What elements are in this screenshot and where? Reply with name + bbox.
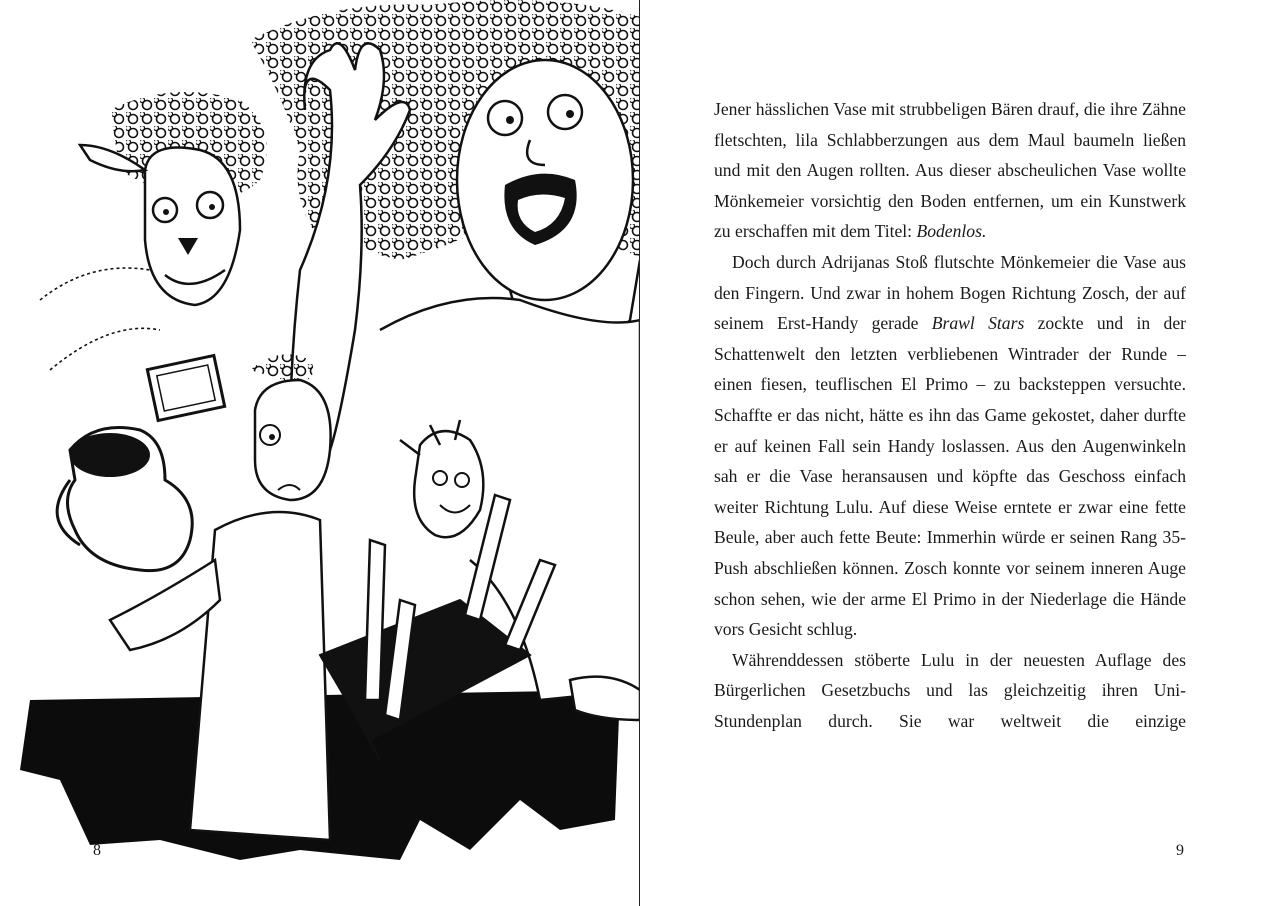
body-text	[714, 94, 1186, 736]
paragraph-segment-italic: Bodenlos.	[916, 221, 987, 242]
sheep-creature	[40, 92, 267, 370]
page-number-left: 8	[93, 842, 101, 859]
picture-frame	[147, 355, 224, 420]
paragraph-segment: zockte und in der Schattenwelt den letzten verbliebenen Wintrader der Runde – einen fiesen, teuflischen El Primo – zu backsteppen versuchte. Schaffte er das nicht, hätte es ihn das Game gekostet, daher durfte er auf keinen Fall sein Handy loslassen. Aus den Augenwinkeln sah er die Vase heransausen und köpfte das Geschoss einfach weiter Richtung Lulu. Auf diese Weise erntete er zwar eine fette Beule, aber auch fette Beute: Immerhin würde er seinen Rang 35-Push abschließen können. Zosch konnte vor seinem inneren Auge schon sehen, wie der arme El Primo in der Niederlage die Hände vors Gesicht schlug.	[714, 313, 1187, 640]
paragraph-2	[714, 247, 1186, 645]
left-page	[0, 0, 639, 906]
paragraph-segment: Doch durch Adrijanas Stoß flutschte Mönkemeier die Vase aus den Fingern. Und zwar in hohem Bogen Richtung Zosch, der auf seinem Erst-Handy gerade	[714, 251, 1186, 334]
paragraph-segment: Währenddessen stöberte Lulu in der neuesten Auflage des Bürgerlichen Gesetzbuchs und las gleichzeitig ihren Uni-Stundenplan durch. Sie war weltweit die einzige	[714, 649, 1186, 731]
page-number-right: 9	[1176, 842, 1184, 859]
paragraph-1	[714, 94, 1186, 247]
right-page	[640, 0, 1279, 906]
paragraph-3	[714, 645, 1186, 737]
paragraph-segment-italic: Brawl Stars	[931, 313, 1025, 334]
illustration	[0, 0, 639, 870]
vase	[57, 428, 192, 571]
paragraph-segment: Jener hässlichen Vase mit strubbeligen Bären drauf, die ihre Zähne fletschten, lila Schlabberzungen aus dem Maul baumeln ließen und mit den Augen rollten. Aus dieser abscheulichen Vase wollte Mönkemeier vorsichtig den Boden entfernen, um ein Kunstwerk zu erschaffen mit dem Titel:	[714, 99, 1186, 242]
